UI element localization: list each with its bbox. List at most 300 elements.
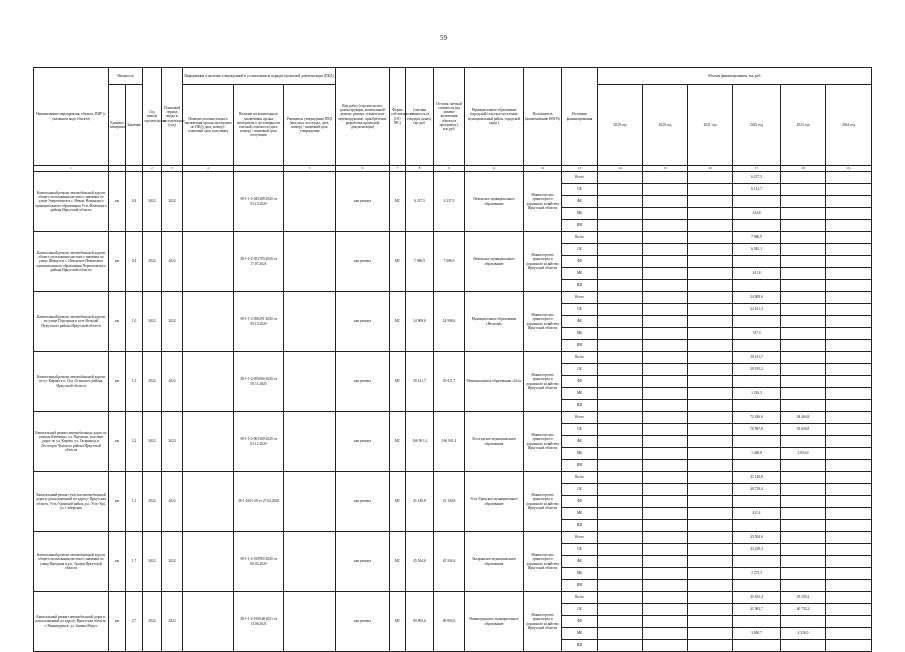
year-2022-value: 24 161,3 [733, 304, 781, 316]
capacity-value: 1,1 [126, 472, 143, 532]
table-row [34, 292, 872, 304]
fin-source: ИИ [562, 640, 598, 652]
year-2021-value [688, 400, 733, 412]
fin-source: ФБ [562, 256, 598, 268]
year-2019-value [598, 340, 643, 352]
year-2023-value: 4 526,0 [781, 628, 826, 640]
year-2020-value [643, 196, 688, 208]
pkd-expertise [183, 352, 234, 412]
year-2021-value [688, 256, 733, 268]
remaining-cost: 90 892,6 [434, 592, 465, 652]
year-2019-value [598, 364, 643, 376]
pkd-expertise [183, 172, 234, 232]
fin-source: МБ [562, 268, 598, 280]
year-2022-value [733, 220, 781, 232]
remaining-cost: 6 237,5 [434, 172, 465, 232]
fin-source: ИИ [562, 340, 598, 352]
table-row [34, 592, 872, 604]
remaining-cost: 24 908,6 [434, 292, 465, 352]
year-2023-value: 94 464,8 [781, 412, 826, 424]
object-name: Капитальный ремонт автомобильной дороги, расположенной по адресу: Иркутская область, г. Нижнеудинск, ул. Заимка Мукут [34, 592, 109, 652]
table-row [34, 172, 872, 184]
year-2024-value [826, 472, 872, 484]
year-2024-value [826, 280, 872, 292]
year-2020-value [643, 424, 688, 436]
remaining-cost: 7 086,9 [434, 232, 465, 292]
pkd-approval [284, 592, 336, 652]
column-number: 17 [733, 166, 781, 172]
plan-year: 2022 [162, 292, 183, 352]
year-2023-value: 45 259,2 [781, 592, 826, 604]
year-2021-value [688, 268, 733, 280]
column-number: 7 [390, 166, 406, 172]
pkd-cost-check: 38-1-1-2-050291-2020 от 09.10.2020 [234, 292, 284, 352]
year-2022-value [733, 376, 781, 388]
year-2019-value [598, 400, 643, 412]
year-2023-value [781, 292, 826, 304]
year-2024-value [826, 436, 872, 448]
year-2022-value [733, 460, 781, 472]
header-year-2019: 2019 год [598, 85, 643, 166]
year-2021-value [688, 424, 733, 436]
year-2020-value [643, 304, 688, 316]
fin-source: ОБ [562, 604, 598, 616]
year-2023-value [781, 244, 826, 256]
year-2020-value [643, 544, 688, 556]
year-2021-value [688, 568, 733, 580]
year-2023-value [781, 460, 826, 472]
plan-year: 2022 [162, 472, 183, 532]
year-2020-value [643, 616, 688, 628]
column-number: 14 [598, 166, 643, 172]
ownership: МС [390, 292, 406, 352]
year-2024-value [826, 592, 872, 604]
year-2023-value [781, 472, 826, 484]
fin-source: Всего [562, 352, 598, 364]
header-municipality: Муниципальное образование (городской/сельское поселение, муниципальный район, городской округ) [465, 68, 524, 166]
fin-source: ОБ [562, 484, 598, 496]
column-number: 4 [183, 166, 234, 172]
work-type: кап.ремонт [336, 232, 390, 292]
pkd-expertise [183, 472, 234, 532]
capacity-unit: км [109, 472, 126, 532]
remaining-cost: 166 901,4 [434, 412, 465, 472]
header-pkd-group: Информация о наличии утвержденной в установленном порядке проектной документации (ПКД) [183, 68, 336, 85]
capacity-value: 1,7 [126, 532, 143, 592]
year-2022-value: 45 504,6 [733, 532, 781, 544]
capacity-unit: км [109, 412, 126, 472]
year-2019-value [598, 628, 643, 640]
year-2019-value [598, 316, 643, 328]
executor: Министерство транспорта и дорожного хозяйства Иркутской области [524, 352, 562, 412]
fin-source: МБ [562, 208, 598, 220]
year-2021-value [688, 484, 733, 496]
year-2023-value [781, 220, 826, 232]
municipality: Муниципальное образование «Оса» [465, 352, 524, 412]
year-2020-value [643, 448, 688, 460]
year-2023-value [781, 388, 826, 400]
plan-year: 2023 [162, 412, 183, 472]
year-2022-value [733, 640, 781, 652]
header-fin-group: Объемы финансирования, тыс.руб. [598, 68, 872, 85]
header-capacity: Мощность [109, 68, 143, 85]
year-2022-value: 747,3 [733, 328, 781, 340]
work-type: кап.ремонт [336, 472, 390, 532]
header-ownership: Форма собственности (ОС/МС) [390, 68, 406, 166]
year-2022-value: 43 229,3 [733, 544, 781, 556]
year-2020-value [643, 592, 688, 604]
year-2022-value: 2 275,3 [733, 568, 781, 580]
year-2019-value [598, 508, 643, 520]
year-2019-value [598, 532, 643, 544]
pkd-expertise [183, 592, 234, 652]
year-2023-value [781, 208, 826, 220]
estimate-cost: 7 086,9 [406, 232, 434, 292]
column-number: 5 [284, 166, 336, 172]
start-year: 2022 [143, 592, 162, 652]
year-2020-value [643, 472, 688, 484]
start-year: 2022 [143, 172, 162, 232]
year-2024-value [826, 484, 872, 496]
year-2022-value [733, 520, 781, 532]
header-unit: Единица измерения [109, 85, 126, 166]
year-2024-value [826, 304, 872, 316]
year-2023-value [781, 316, 826, 328]
pkd-cost-check: 38-1-1-2-055604-2020 от 05.11.2020 [234, 352, 284, 412]
year-2020-value [643, 580, 688, 592]
year-2023-value [781, 280, 826, 292]
year-2021-value [688, 496, 733, 508]
year-2020-value [643, 604, 688, 616]
municipality: Заларинское муниципальное образование [465, 532, 524, 592]
year-2021-value [688, 460, 733, 472]
year-2024-value [826, 184, 872, 196]
year-2023-value [781, 532, 826, 544]
year-2022-value [733, 496, 781, 508]
year-2022-value [733, 400, 781, 412]
ownership: МС [390, 532, 406, 592]
year-2020-value [643, 556, 688, 568]
year-2021-value [688, 580, 733, 592]
year-2020-value [643, 220, 688, 232]
year-2024-value [826, 400, 872, 412]
year-2021-value [688, 532, 733, 544]
year-2019-value [598, 412, 643, 424]
header-start-year: Год начала строительства [143, 68, 162, 166]
plan-year: 2022 [162, 232, 183, 292]
year-2023-value: 91 630,8 [781, 424, 826, 436]
year-2021-value [688, 376, 733, 388]
year-2024-value [826, 340, 872, 352]
fin-source: МБ [562, 388, 598, 400]
year-2021-value [688, 244, 733, 256]
year-2019-value [598, 616, 643, 628]
ownership: МС [390, 472, 406, 532]
year-2022-value [733, 316, 781, 328]
year-2021-value [688, 448, 733, 460]
fin-source: Всего [562, 532, 598, 544]
header-work-type: Вид работ (строительство, реконструкция, капитальный ремонт, ремонт, техническое перевооружение, приобретение, разработка проектной документации) [336, 68, 390, 166]
header-pkd-cost: Наличие положительного заключения органа экспертизы о достоверности сметной стоимости (дата, номер) / плановый срок получения [234, 85, 284, 166]
fin-source: ОБ [562, 304, 598, 316]
table-body [34, 172, 872, 652]
fin-source: ИИ [562, 460, 598, 472]
year-2019-value [598, 232, 643, 244]
fin-source: Всего [562, 292, 598, 304]
year-2019-value [598, 328, 643, 340]
year-2020-value [643, 340, 688, 352]
year-2019-value [598, 592, 643, 604]
pkd-cost-check: 38-1-1-2-043308-2020 от 05.10.2020 [234, 172, 284, 232]
year-2021-value [688, 232, 733, 244]
year-2019-value [598, 184, 643, 196]
start-year: 2022 [143, 472, 162, 532]
year-2023-value [781, 364, 826, 376]
year-2020-value [643, 496, 688, 508]
header-estimate: Сметная стоимость (в текущих ценах), тыс.руб. [406, 68, 434, 166]
municipality: Лесогорское муниципальное образование [465, 412, 524, 472]
year-2021-value [688, 172, 733, 184]
year-2023-value [781, 196, 826, 208]
year-2021-value [688, 412, 733, 424]
column-number: 9 [434, 166, 465, 172]
year-2023-value [781, 232, 826, 244]
executor: Министерство транспорта и дорожного хозяйства Иркутской области [524, 592, 562, 652]
year-2022-value: 30 411,7 [733, 352, 781, 364]
year-2023-value [781, 400, 826, 412]
ownership: МС [390, 172, 406, 232]
fin-source: Всего [562, 412, 598, 424]
year-2021-value [688, 292, 733, 304]
year-2020-value [643, 436, 688, 448]
year-2020-value [643, 280, 688, 292]
year-2023-value [781, 556, 826, 568]
year-2022-value [733, 196, 781, 208]
year-2023-value: 2 834,0 [781, 448, 826, 460]
fin-source: МБ [562, 628, 598, 640]
header-year-2024: 2024 год [826, 85, 872, 166]
year-2024-value [826, 364, 872, 376]
fin-source: ИИ [562, 220, 598, 232]
year-2023-value [781, 340, 826, 352]
year-2019-value [598, 220, 643, 232]
object-name: Капитальный ремонт участка автомобильной дороги, расположенной по адресу: Иркутская область, Усть-Удинский район, р.п. Усть-Уда, ул. Сибирская [34, 472, 109, 532]
year-2023-value [781, 184, 826, 196]
pkd-approval [284, 172, 336, 232]
remaining-cost: 45 504,6 [434, 532, 465, 592]
fin-source: ОБ [562, 544, 598, 556]
fin-source: ИИ [562, 400, 598, 412]
year-2020-value [643, 172, 688, 184]
year-2022-value: 29 195,2 [733, 364, 781, 376]
year-2019-value [598, 544, 643, 556]
year-2019-value [598, 172, 643, 184]
estimate-cost: 45 504,6 [406, 532, 434, 592]
year-2023-value [781, 616, 826, 628]
pkd-cost-check: 38-1-1-2-019965-2020 от 08.04.2020 [234, 532, 284, 592]
year-2021-value [688, 352, 733, 364]
fin-source: Всего [562, 172, 598, 184]
column-number: 11 [465, 166, 524, 172]
municipality: Усть-Удинское муниципальное образование [465, 472, 524, 532]
year-2024-value [826, 232, 872, 244]
year-2024-value [826, 328, 872, 340]
executor: Министерство транспорта и дорожного хозяйства Иркутской области [524, 292, 562, 352]
year-2020-value [643, 568, 688, 580]
year-2024-value [826, 376, 872, 388]
column-number: 16 [688, 166, 733, 172]
year-2022-value: 3 650,7 [733, 628, 781, 640]
year-2022-value: 6 237,5 [733, 172, 781, 184]
executor: Министерство транспорта и дорожного хозяйства Иркутской области [524, 172, 562, 232]
column-number: 2 [143, 166, 162, 172]
year-2022-value [733, 280, 781, 292]
year-2024-value [826, 208, 872, 220]
year-2024-value [826, 316, 872, 328]
column-number: 15 [643, 166, 688, 172]
column-number: 1 [34, 166, 109, 172]
plan-year: 2022 [162, 352, 183, 412]
year-2022-value [733, 340, 781, 352]
year-2024-value [826, 568, 872, 580]
year-2020-value [643, 232, 688, 244]
year-2019-value [598, 496, 643, 508]
year-2019-value [598, 256, 643, 268]
column-number: 19 [826, 166, 872, 172]
year-2019-value [598, 604, 643, 616]
work-type: кап.ремонт [336, 532, 390, 592]
year-2021-value [688, 436, 733, 448]
year-2019-value [598, 388, 643, 400]
year-2020-value [643, 532, 688, 544]
year-2024-value [826, 448, 872, 460]
year-2020-value [643, 520, 688, 532]
year-2024-value [826, 496, 872, 508]
year-2021-value [688, 304, 733, 316]
year-2019-value [598, 196, 643, 208]
year-2022-value: 41 140,8 [733, 472, 781, 484]
fin-source: ФБ [562, 616, 598, 628]
pkd-cost-check: 38-1-0161-20 от 27.04.2020 [234, 472, 284, 532]
work-type: кап.ремонт [336, 592, 390, 652]
fin-source: Всего [562, 232, 598, 244]
year-2024-value [826, 172, 872, 184]
pkd-approval [284, 532, 336, 592]
pkd-expertise [183, 412, 234, 472]
capacity-unit: км [109, 292, 126, 352]
year-2024-value [826, 196, 872, 208]
year-2024-value [826, 508, 872, 520]
year-2019-value [598, 640, 643, 652]
header-fin-source: Источник финансирования [562, 68, 598, 166]
fin-source: Всего [562, 592, 598, 604]
fin-source: ОБ [562, 364, 598, 376]
year-2019-value [598, 424, 643, 436]
fin-source: МБ [562, 328, 598, 340]
year-2023-value [781, 436, 826, 448]
capacity-unit: км [109, 232, 126, 292]
work-type: кап.ремонт [336, 412, 390, 472]
capacity-value: 0,4 [126, 172, 143, 232]
estimate-cost: 41 140,8 [406, 472, 434, 532]
year-2022-value: 141,8 [733, 268, 781, 280]
fin-source: ФБ [562, 436, 598, 448]
start-year: 2022 [143, 292, 162, 352]
year-2022-value: 40 729,4 [733, 484, 781, 496]
year-2023-value [781, 640, 826, 652]
fin-source: МБ [562, 448, 598, 460]
year-2022-value: 1 216,5 [733, 388, 781, 400]
object-name: Капитальный ремонт автомобильной дороги по улице Подгорная в селе Нельхай Нукутского района Иркутской области [34, 292, 109, 352]
object-name: Капитальный ремонт автомобильной дороги общего пользования местного значения по улице Нагорная в р.п. Залари Иркутской области [34, 532, 109, 592]
ownership: МС [390, 352, 406, 412]
work-type: кап.ремонт [336, 292, 390, 352]
year-2024-value [826, 388, 872, 400]
year-2023-value [781, 508, 826, 520]
year-2019-value [598, 448, 643, 460]
year-2023-value [781, 568, 826, 580]
year-2020-value [643, 484, 688, 496]
year-2022-value [733, 580, 781, 592]
fin-source: МБ [562, 568, 598, 580]
estimate-cost: 6 237,5 [406, 172, 434, 232]
fin-source: ФБ [562, 316, 598, 328]
year-2020-value [643, 400, 688, 412]
year-2022-value: 1 448,8 [733, 448, 781, 460]
year-2024-value [826, 352, 872, 364]
municipality: Невонское муниципальное образование [465, 232, 524, 292]
year-2019-value [598, 280, 643, 292]
year-2022-value: 411,4 [733, 508, 781, 520]
year-2024-value [826, 268, 872, 280]
year-2019-value [598, 376, 643, 388]
capacity-unit: км [109, 592, 126, 652]
ownership: МС [390, 412, 406, 472]
column-number: 18 [781, 166, 826, 172]
header-remaining: Остаток сметной стоимости (на момент включения объекта в программу), тыс.руб. [434, 68, 465, 166]
year-2024-value [826, 556, 872, 568]
year-2023-value [781, 376, 826, 388]
year-2023-value [781, 328, 826, 340]
executor: Министерство транспорта и дорожного хозяйства Иркутской области [524, 472, 562, 532]
capacity-value: 1,0 [126, 292, 143, 352]
capacity-unit: км [109, 172, 126, 232]
year-2023-value [781, 484, 826, 496]
year-2021-value [688, 520, 733, 532]
year-2019-value [598, 244, 643, 256]
pkd-approval [284, 232, 336, 292]
year-2019-value [598, 352, 643, 364]
remaining-cost: 30 411,7 [434, 352, 465, 412]
year-2021-value [688, 316, 733, 328]
year-2024-value [826, 244, 872, 256]
year-2020-value [643, 292, 688, 304]
plan-year: 2022 [162, 532, 183, 592]
fin-source: ФБ [562, 196, 598, 208]
header-year-2020: 2020 год [643, 85, 688, 166]
year-2019-value [598, 208, 643, 220]
column-number: 8 [406, 166, 434, 172]
start-year: 2022 [143, 532, 162, 592]
executor: Министерство транспорта и дорожного хозяйства Иркутской области [524, 232, 562, 292]
year-2020-value [643, 508, 688, 520]
year-2024-value [826, 412, 872, 424]
year-2021-value [688, 544, 733, 556]
fin-source: ИИ [562, 520, 598, 532]
year-2021-value [688, 196, 733, 208]
table-row [34, 472, 872, 484]
year-2023-value [781, 304, 826, 316]
